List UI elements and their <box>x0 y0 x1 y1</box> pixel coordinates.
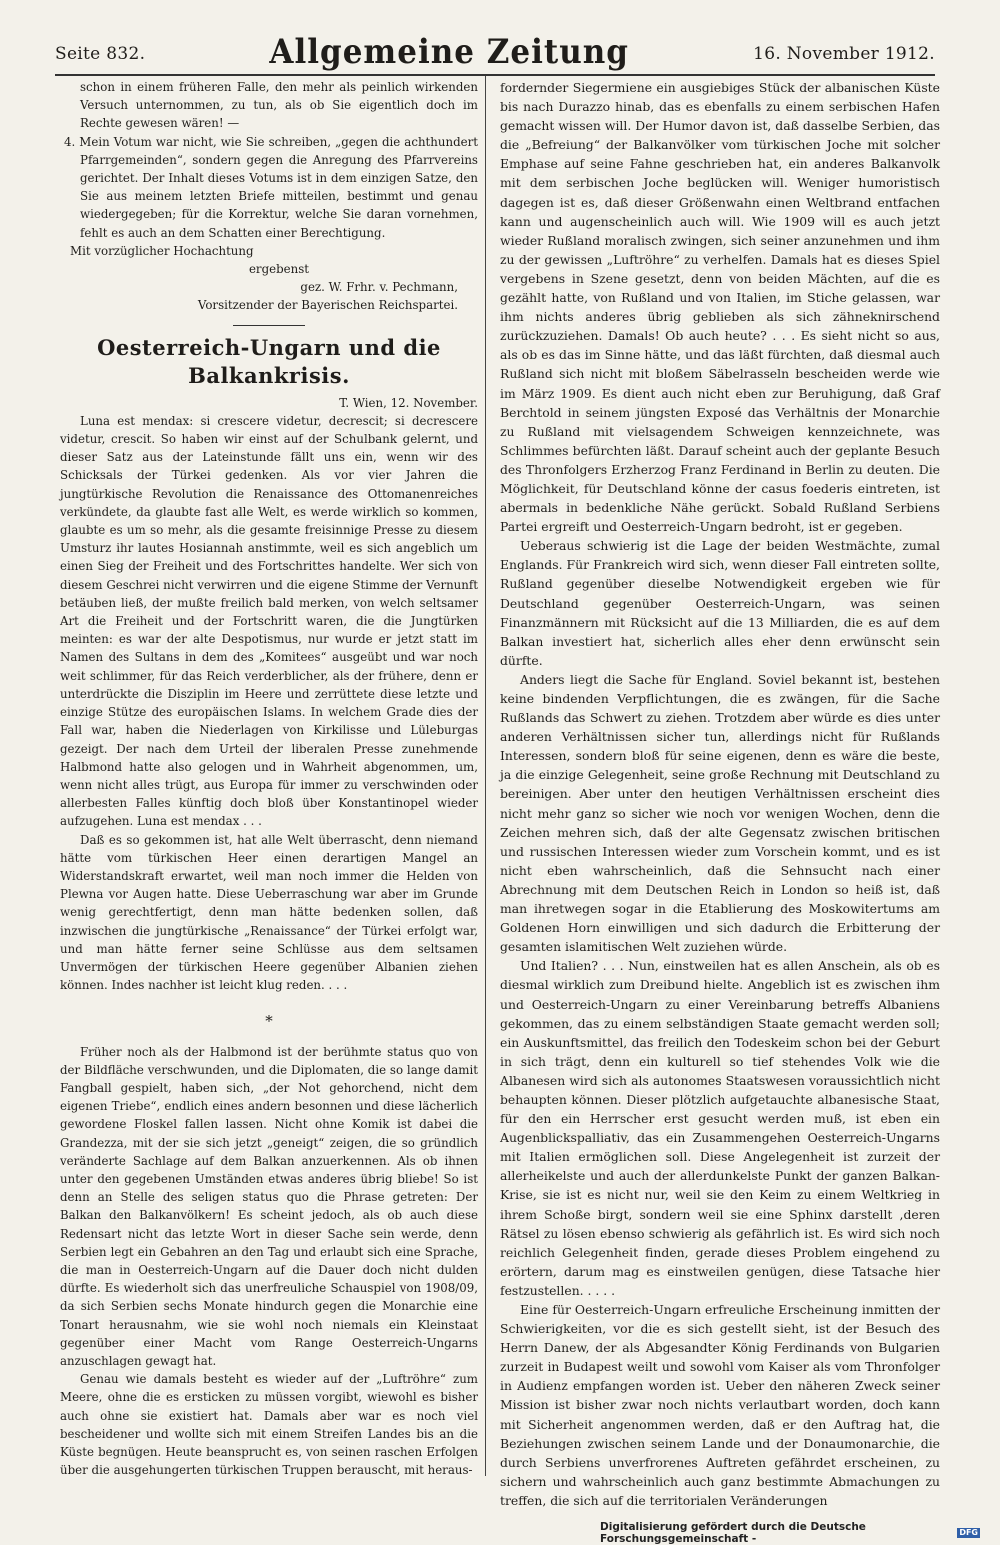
article-paragraph: Früher noch als der Halbmond ist der berühmte status quo von der Bildfläche verschwunden, und die Diplomaten, die so lange damit Fangball gespielt, haben sich, „der Not gehorchend, nicht dem eigenen Triebe“, endlich eines andern besonnen und diese lächerlich gewordene Floskel fallen lassen. Nicht ohne Komik ist dabei die Grandezza, mit der sie sich jetzt „geneigt“ zeigen, die so gründlich veränderte Sachlage auf dem Balkan anzuerkennen. Als ob ihnen unter den gegebenen Umständen etwas anderes übrig bliebe! So ist denn an Stelle des seligen status quo die Phrase getreten: Der Balkan den Balkanvölkern! Es scheint jedoch, als ob auch diese Redensart nicht das letzte Wort in dieser Sache sein werde, denn Serbien legt ein Gebahren an den Tag und erlaubt sich eine Sprache, die man in Oesterreich-Ungarn auf die Dauer doch nicht dulden dürfte. Es wiederholt sich das unerfreuliche Schauspiel von 1908/09, da sich Serbien sechs Monate hindurch gegen die Monarchie eine Tonart herausnahm, wie sie wohl noch niemals ein Kleinstaat gegenüber einer Macht vom Range Oesterreich-Ungarns anzuschlagen gewagt hat. <box>60 1044 478 1368</box>
article-paragraph: Ueberaus schwierig ist die Lage der beiden Westmächte, zumal Englands. Für Frankreich wird sich, wenn dieser Fall eintreten sollte, Rußland gegenüber dieselbe Notwendigkeit ergeben wie für Deutschland gegenüber Oesterreich-Ungarn, was seinen Finanzmännern mit Rücksicht auf die 13 Milliarden, die es auf dem Balkan investiert hat, sicherlich alles eher denn erwünscht sein dürfte. <box>500 538 940 668</box>
letter-paragraph: 4. Mein Votum war nicht, wie Sie schreiben, „gegen die achthundert Pfarrgemeinden“, sondern gegen die Anregung des Pfarrvereins gerichtet. Der Inhalt dieses Votums ist in dem einzigen Satze, den Sie aus meinem letzten Briefe mitteilen, bestimmt und genau wiedergegeben; für die Korrektur, welche Sie daran vornehmen, fehlt es auch an dem Schatten einer Berechtigung. <box>64 134 478 240</box>
right-column <box>500 78 940 1510</box>
article-paragraph: Luna est mendax: si crescere videtur, decrescit; si decrescere videtur, crescit. So haben wir einst auf der Schulbank gelernt, und dieser Satz aus der Lateinstunde fällt uns ein, wenn wir des Schicksals der Türkei gedenken. Als vor vier Jahren die jungtürkische Revolution die Renaissance des Ottomanenreiches verkündete, da glaubte fast alle Welt, es werde wirklich so kommen, glaubte es um so mehr, als die gesamte freisinnige Presse zu diesem Umsturz ihr lautes Hosiannah anstimmte, weil es sich angeblich um einen Sieg der Freiheit und des Fortschrittes handelte. Wer sich von diesem Geschrei nicht verwirren und die eigene Stimme der Vernunft betäuben ließ, der mußte freilich bald merken, von welch seltsamer Art die Freiheit und der Fortschritt waren, die die Jungtürken meinten: es war der alte Despotismus, nur wurde er jetzt statt im Namen des Sultans in dem des „Komitees“ ausgeübt und war noch weit schlimmer, für das Reich verderblicher, als der frühere, denn er unterdrückte die Disziplin im Heere und zerrüttete diese letzte und einzige Stütze des europäischen Islams. In welchem Grade dies der Fall war, haben die Niederlagen von Kirkilisse und Lüleburgas gezeigt. Der nach dem Urteil der liberalen Presse zunehmende Halbmond hatte also gelogen und in Wahrheit abgenommen, um, wenn nicht alles trügt, aus Europa für immer zu verschwinden oder allerbesten Falles künftig doch bloß über Konstantinopel wieder aufzugehen. Luna est mendax . . . <box>60 413 478 829</box>
letter-closing: Mit vorzüglicher Hochachtung <box>70 243 254 258</box>
article-paragraph: Genau wie damals besteht es wieder auf der „Luftröhre“ zum Meere, ohne die es ersticken zu müssen vorgibt, wiewohl es bisher auch ohne sie existiert hat. Damals aber war es noch viel bescheidener und wollte sich mit einem Streifen Landes bis an die Küste begnügen. Heute beansprucht es, von seinen raschen Erfolgen über die ausgehungerten türkischen Truppen berauscht, mit heraus- <box>60 1372 478 1478</box>
issue-date: 16. November 1912. <box>753 44 935 64</box>
page-number: Seite 832. <box>55 44 146 64</box>
letter-paragraph: schon in einem früheren Falle, den mehr als peinlich wirkenden Versuch unternommen, zu tun, als ob Sie eigentlich doch im Rechte gewesen wären! — <box>80 80 478 131</box>
article-paragraph: Eine für Oesterreich-Ungarn erfreuliche Erscheinung inmitten der Schwierigkeiten, vor die es sich gestellt sieht, ist der Besuch des Herrn Danew, der als Abgesandter König Ferdinands von Bulgarien zurzeit in Budapest weilt und sowohl vom Kaiser als vom Thronfolger in Audienz empfangen worden ist. Ueber den näheren Zweck seiner Mission ist bisher zwar noch nichts verlautbart worden, doch kann mit Sicherheit angenommen werden, daß er den Auftrag hat, die Beziehungen zwischen seinem Lande und der Donaumonarchie, die durch Serbiens unverfrorenes Auftreten gefährdet erscheinen, zu sichern und wahrscheinlich auch ganz bestimmte Abmachungen zu treffen, die sich auf die territorialen Veränderungen <box>500 1302 940 1508</box>
letter-ergebenst: ergebenst <box>248 262 310 277</box>
article-paragraph: Anders liegt die Sache für England. Soviel bekannt ist, bestehen keine bindenden Verpflichtungen, die es zwängen, für die Sache Rußlands das Schwert zu ziehen. Trotzdem aber würde es dies unter anderen Verhältnissen sicher tun, allerdings nicht für Rußlands Interessen, sondern bloß für seine eigenen, denn es wäre die beste, ja die einzige Gelegenheit, seine große Rechnung mit Deutschland zu bereinigen. Aber unter den heutigen Verhältnissen erscheint dies nicht mehr ganz so sicher wie noch vor wenigen Wochen, denn die Zeichen mehren sich, daß der alte Gegensatz zwischen britischen und russischen Interessen wieder zum Vorschein kommt, und es ist nicht eben wahrscheinlich, daß die Sehnsucht nach einer Abrechnung mit dem Deutschen Reich in London so heiß ist, daß man ihretwegen sogar in die Etablierung des Moskowitertums am Goldenen Horn einwilligen und sich dadurch die Erbitterung der gesamten islamitischen Welt zuziehen würde. <box>500 671 940 955</box>
left-column <box>60 78 478 1479</box>
article-paragraph: fordernder Siegermiene ein ausgiebiges Stück der albanischen Küste bis nach Durazzo hinab, das es ebenfalls zu einem serbischen Hafen gemacht wissen will. Der Humor davon ist, daß dasselbe Serbien, das die „Befreiung“ der Balkanvölker vom türkischen Joche mit solcher Emphase auf seine Fahne geschrieben hat, ein anderes Balkanvolk mit dem serbischen Joche beglücken will. Weniger humoristisch dagegen ist es, daß dieser Größenwahn einen Weltbrand entfachen kann und augenscheinlich auch will. Wie 1909 will es auch jetzt wieder Rußland moralisch zwingen, sich seiner anzunehmen und ihm zu der gewissen „Luftröhre“ zu verhelfen. Damals hat es dieses Spiel vergebens in Szene gesetzt, denn von beiden Mächten, auf die es gezählt hatte, von Rußland und von Italien, im Stiche gelassen, war ihm nichts anderes übrig geblieben als sich zähneknirschend zurückzuziehen. Damals! Ob auch heute? . . . Es sieht nicht so aus, als ob es das im Sinne hätte, und das läßt fürchten, daß diesmal auch Rußland sich nicht mit bloßem Säbelrasseln bescheiden werde wie im März 1909. Es dient auch nicht eben zur Beruhigung, daß Graf Berchtold in seinem jüngsten Exposé das Verhältnis der Monarchie zu Rußland mit vielsagendem Schweigen kennzeichnete, was Schlimmes befürchten läßt. Darauf scheint auch der geplante Besuch des Thronfolgers Erzherzog Franz Ferdinand in Berlin zu deuten. Die Möglichkeit, für Deutschland könne der casus foederis eintreten, ist abermals in bedenkliche Nähe gerückt. Sobald Rußland Serbiens Partei ergreift und Oesterreich-Ungarn bedroht, ist er gegeben. <box>500 80 940 535</box>
section-separator: * <box>265 1012 273 1031</box>
newspaper-title: Allgemeine Zeitung <box>269 32 629 72</box>
digitization-credit <box>600 1521 980 1545</box>
dfg-logo-label: DFG <box>959 1528 978 1537</box>
article-dateline: T. Wien, 12. November. <box>339 395 478 410</box>
header-rule <box>55 74 935 76</box>
section-rule <box>233 325 305 326</box>
letter-signature: gez. W. Frhr. v. Pechmann, <box>300 280 458 295</box>
masthead <box>55 30 935 70</box>
column-divider <box>485 76 486 1476</box>
article-paragraph: Daß es so gekommen ist, hat alle Welt überrascht, denn niemand hätte vom türkischen Heer einen derartigen Mangel an Widerstandskraft erwartet, weil man noch immer die Helden von Plewna vor Augen hatte. Diese Ueberraschung war aber im Grunde wenig gerechtfertigt, denn man hätte bedenken sollen, daß inzwischen die jungtürkische „Renaissance“ der Türkei erfolgt war, und man hätte ferner seine Schlüsse aus dem seltsamen Unvermögen der türkischen Heere gegenüber Albanien ziehen können. Indes nachher ist leicht klug reden. . . . <box>60 832 478 993</box>
article-title: Oesterreich-Ungarn und die Balkankrisis. <box>97 334 441 388</box>
article-paragraph: Und Italien? . . . Nun, einstweilen hat es allen Anschein, als ob es diesmal wirklich zum Dreibund hielte. Angeblich ist es zwischen ihm und Oesterreich-Ungarn zu einer Vereinbarung betreffs Albaniens gekommen, das zu einem selbständigen Staate gemacht werden soll; ein Auskunftsmittel, das freilich den Todeskeim schon bei der Geburt in sich trägt, denn ein kulturell so tief stehendes Volk wie die Albanesen wird sich als autonomes Staatswesen voraussichtlich nicht behaupten können. Dieser plötzlich aufgetauchte albanesische Staat, für den ein Herrscher erst gesucht werden muß, ist eben ein Augenblickspalliativ, das ein Zusammengehen Oesterreich-Ungarns mit Italien ermöglichen soll. Diese Angelegenheit ist zurzeit der allerheikelste und auch der allerdunkelste Punkt der ganzen Balkan-Krise, sie ist es nicht nur, weil sie den Keim zu einem Weltkrieg in ihrem Schoße birgt, sondern weil sie eine Sphinx darstellt ,deren Rätsel zu lösen ebenso schwierig als gefährlich ist. Es wird sich noch reichlich Gelegenheit finden, gerade dieses Problem eingehend zu erörtern, darum mag es einstweilen genügen, diese Tatsache hier festzustellen. . . . . <box>500 958 940 1298</box>
dfg-logo <box>957 1528 980 1538</box>
credit-text: Digitalisierung gefördert durch die Deutsche Forschungsgemeinschaft - <box>600 1521 866 1545</box>
letter-signature-role: Vorsitzender der Bayerischen Reichspartei. <box>197 298 458 313</box>
